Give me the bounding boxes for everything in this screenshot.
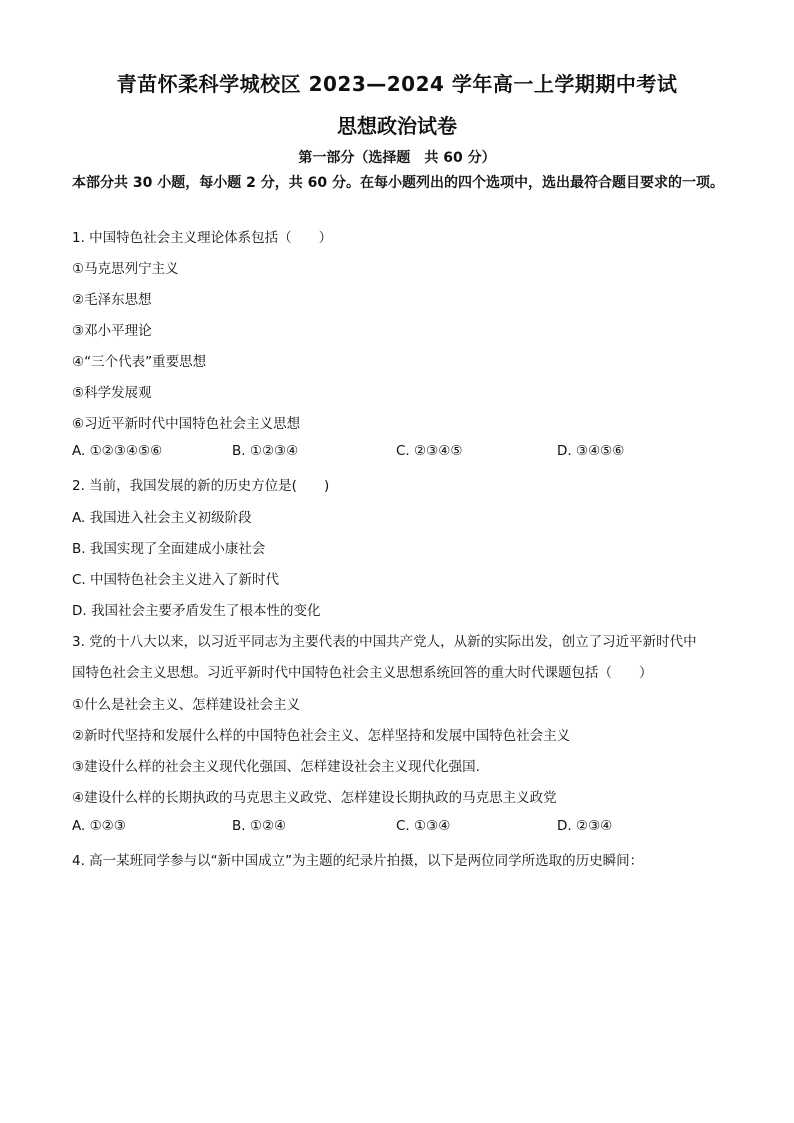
question-3-item: ①什么是社会主义、怎样建设社会主义	[72, 697, 301, 713]
question-2-stem: 2. 当前，我国发展的新的历史方位是( )	[72, 478, 330, 494]
question-3-item: ②新时代坚持和发展什么样的中国特色社会主义、怎样坚持和发展中国特色社会主义	[72, 728, 571, 744]
question-1-item: ①马克思列宁主义	[72, 261, 179, 277]
question-1-option-b: B. ①②③④	[232, 443, 299, 459]
question-3-option-d: D. ②③④	[557, 818, 613, 834]
question-1-item: ⑤科学发展观	[72, 385, 152, 401]
question-2-option-c: C. 中国特色社会主义进入了新时代	[72, 572, 280, 588]
question-3-item: ③建设什么样的社会主义现代化强国、怎样建设社会主义现代化强国.	[72, 759, 480, 775]
question-3-option-b: B. ①②④	[232, 818, 287, 834]
question-1-item: ④“三个代表”重要思想	[72, 354, 207, 370]
question-1-option-a: A. ①②③④⑤⑥	[72, 443, 163, 459]
question-1-item: ③邓小平理论	[72, 323, 152, 339]
exam-title: 青苗怀柔科学城校区 2023—2024 学年高一上学期期中考试	[116, 72, 678, 96]
question-1-stem: 1. 中国特色社会主义理论体系包括（ ）	[72, 230, 333, 246]
exam-subject: 思想政治试卷	[337, 114, 457, 138]
question-3-option-c: C. ①③④	[396, 818, 451, 834]
question-3-stem-line-1: 3. 党的十八大以来，以习近平同志为主要代表的中国共产党人，从新的实际出发，创立了习近平新时代中	[72, 634, 697, 650]
question-3-item: ④建设什么样的长期执政的马克思主义政党、怎样建设长期执政的马克思主义政党	[72, 790, 557, 806]
question-3-option-a: A. ①②③	[72, 818, 126, 834]
question-3-stem-line-2: 国特色社会主义思想。习近平新时代中国特色社会主义思想系统回答的重大时代课题包括（ ）	[72, 665, 653, 681]
section-heading: 第一部分（选择题 共 60 分）	[298, 150, 496, 166]
section-instructions: 本部分共 30 小题，每小题 2 分，共 60 分。在每小题列出的四个选项中，选出最符合题目要求的一项。	[72, 175, 724, 191]
question-1-option-c: C. ②③④⑤	[396, 443, 463, 459]
question-1-item: ②毛泽东思想	[72, 292, 152, 308]
question-2-option-d: D. 我国社会主要矛盾发生了根本性的变化	[72, 603, 321, 619]
question-1-item: ⑥习近平新时代中国特色社会主义思想	[72, 416, 301, 432]
question-1-option-d: D. ③④⑤⑥	[557, 443, 625, 459]
question-4-stem: 4. 高一某班同学参与以“新中国成立”为主题的纪录片拍摄，以下是两位同学所选取的历史瞬间：	[72, 853, 644, 869]
question-2-option-b: B. 我国实现了全面建成小康社会	[72, 541, 266, 557]
question-2-option-a: A. 我国进入社会主义初级阶段	[72, 510, 252, 526]
